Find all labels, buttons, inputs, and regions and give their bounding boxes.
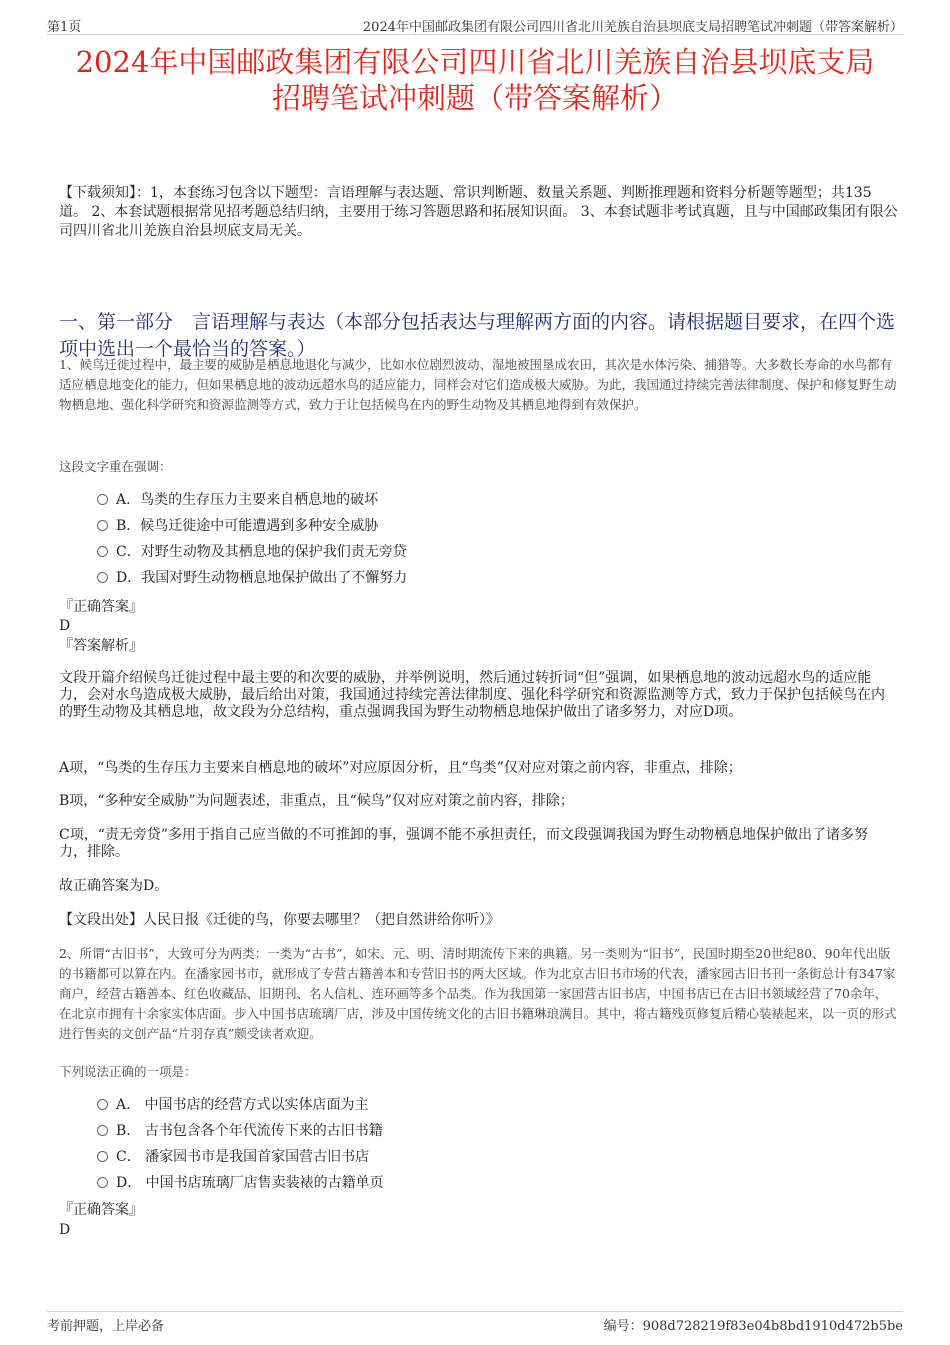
radio-icon[interactable] [97, 1151, 108, 1162]
q1-source: 【文段出处】人民日报《迁徙的鸟，你要去哪里？（把自然讲给你听）》 [59, 912, 500, 928]
header-doc-title: 2024年中国邮政集团有限公司四川省北川羌族自治县坝底支局招聘笔试冲刺题（带答案解析） [362, 20, 903, 35]
q2-option-a[interactable] [97, 1095, 369, 1115]
footer-code [604, 1315, 903, 1334]
q1-option-a[interactable] [97, 490, 378, 510]
radio-icon[interactable] [97, 1099, 108, 1110]
q2-answer-label: 『正确答案』 [59, 1202, 143, 1218]
radio-icon[interactable] [97, 494, 108, 505]
page-title [30, 44, 920, 116]
radio-icon[interactable] [97, 546, 108, 557]
q1-answer: D [59, 618, 71, 634]
radio-icon[interactable] [97, 1125, 108, 1136]
q1-analysis-para: B项，“多种安全威胁”为问题表述，非重点，且“候鸟”仅对应对策之前内容，排除； [59, 793, 574, 809]
question-1-prompt: 这段文字重在强调： [59, 459, 172, 474]
q1-analysis-para: A项，“鸟类的生存压力主要来自栖息地的破坏”对应原因分析，且“鸟类”仅对应对策之前内容，非重点，排除； [59, 760, 742, 776]
q2-option-d[interactable] [97, 1173, 384, 1193]
option-label: B． 古书包含各个年代流传下来的古旧书籍 [116, 1123, 383, 1139]
option-label: A．鸟类的生存压力主要来自栖息地的破坏 [116, 492, 379, 508]
radio-icon[interactable] [97, 520, 108, 531]
option-label: B．候鸟迁徙途中可能遭遇到多种安全威胁 [116, 518, 379, 534]
question-2-prompt: 下列说法正确的一项是： [59, 1064, 197, 1079]
section-heading: 一、第一部分 言语理解与表达（本部分包括表达与理解两方面的内容。请根据题目要求，在四个选项中选出一个最恰当的答案。） [59, 311, 896, 360]
q1-option-d[interactable] [97, 568, 407, 588]
question-2-stem: 2、所谓“古旧书”，大致可分为两类：一类为“古书”，如宋、元、明、清时期流传下来的典籍。另一类则为“旧书”，民国时期至20世纪80、90年代出版的书籍都可以算在内。在潘家园书市，就形成了专营古籍善本和专营旧书的两大区域。作为北京古旧书市场的代表，潘家园古旧书刊一条街总计有347家商户，经营古籍善本、红色收藏品、旧期刊、名人信札、连环画等多个品类。作为我国第一家国营古旧书店，中国书店已在古旧书领域经营了70余年，在北京市拥有十余家实体店面。步入中国书店琉璃厂店，涉及中国传统文化的古旧书籍琳琅满目。其中，将古籍残页修复后精心装裱起来，以一页的形式进行售卖的文创产品“片羽存真”颇受读者欢迎。 [59, 946, 897, 1041]
footer-code-label: 编号： [603, 1319, 643, 1334]
option-label: C． 潘家园书市是我国首家国营古旧书店 [116, 1149, 370, 1165]
q2-answer: D [59, 1222, 71, 1238]
option-label: D．我国对野生动物栖息地保护做出了不懈努力 [116, 570, 408, 586]
page-number: 第1页 [47, 20, 82, 35]
footer-code-value: 908d728219f83e04b8bd1910d472b5be [642, 1319, 903, 1334]
q1-analysis-para: C项，“责无旁贷”多用于指自己应当做的不可推卸的事，强调不能不承担责任，而文段强调我国为野生动物栖息地保护做出了诸多努力，排除。 [59, 827, 869, 860]
page-footer [47, 1311, 903, 1334]
question-1-stem: 1、候鸟迁徙过程中，最主要的威胁是栖息地退化与减少，比如水位剧烈波动、湿地被围垦成农田，其次是水体污染、捕猎等。大多数长寿命的水鸟都有适应栖息地变化的能力，但如果栖息地的波动远超水鸟的适应能力，同样会对它们造成极大威胁。为此，我国通过持续完善法律制度、保护和修复野生动物栖息地、强化科学研究和资源监测等方式，致力于让包括候鸟在内的野生动物及其栖息地得到有效保护。 [59, 357, 897, 412]
q1-analysis-para: 文段开篇介绍候鸟迁徙过程中最主要的和次要的威胁，并举例说明，然后通过转折词“但”强调，如果栖息地的波动远超水鸟的适应能力，会对水鸟造成极大威胁，最后给出对策，我国通过持续完善法律制度、强化科学研究和资源监测等方式，致力于保护包括候鸟在内的野生动物及其栖息地，故文段为分总结构，重点强调我国为野生动物栖息地保护做出了诸多努力，对应D项。 [59, 670, 885, 720]
option-label: A． 中国书店的经营方式以实体店面为主 [116, 1097, 369, 1113]
radio-icon[interactable] [97, 572, 108, 583]
q1-option-b[interactable] [97, 516, 378, 536]
q1-option-c[interactable] [97, 542, 407, 562]
download-notice: 【下载须知】：1，本套练习包含以下题型：言语理解与表达题、常识判断题、数量关系题、判断推理题和资料分析题等题型；共135道。 2、本套试题根据常见招考题总结归纳，主要用于练习答题思路和拓展知识面。 3、本套试题非考试真题，且与中国邮政集团有限公司四川省北川羌族自治县坝底支局无关。 [59, 185, 898, 239]
footer-slogan: 考前押题，上岸必备 [47, 1319, 165, 1334]
q1-analysis-label: 『答案解析』 [59, 638, 143, 654]
q1-analysis-para: 故正确答案为D。 [59, 878, 169, 894]
option-label: D． 中国书店琉璃厂店售卖装裱的古籍单页 [116, 1175, 384, 1191]
title-line-1: 2024年中国邮政集团有限公司四川省北川羌族自治县坝底支局 [75, 45, 875, 79]
q2-option-c[interactable] [97, 1147, 369, 1167]
q2-option-b[interactable] [97, 1121, 383, 1141]
option-label: C．对野生动物及其栖息地的保护我们责无旁贷 [116, 544, 407, 560]
page-header [47, 14, 903, 35]
q1-answer-label: 『正确答案』 [59, 599, 143, 615]
title-line-2: 招聘笔试冲刺题（带答案解析） [271, 81, 678, 115]
radio-icon[interactable] [97, 1177, 108, 1188]
